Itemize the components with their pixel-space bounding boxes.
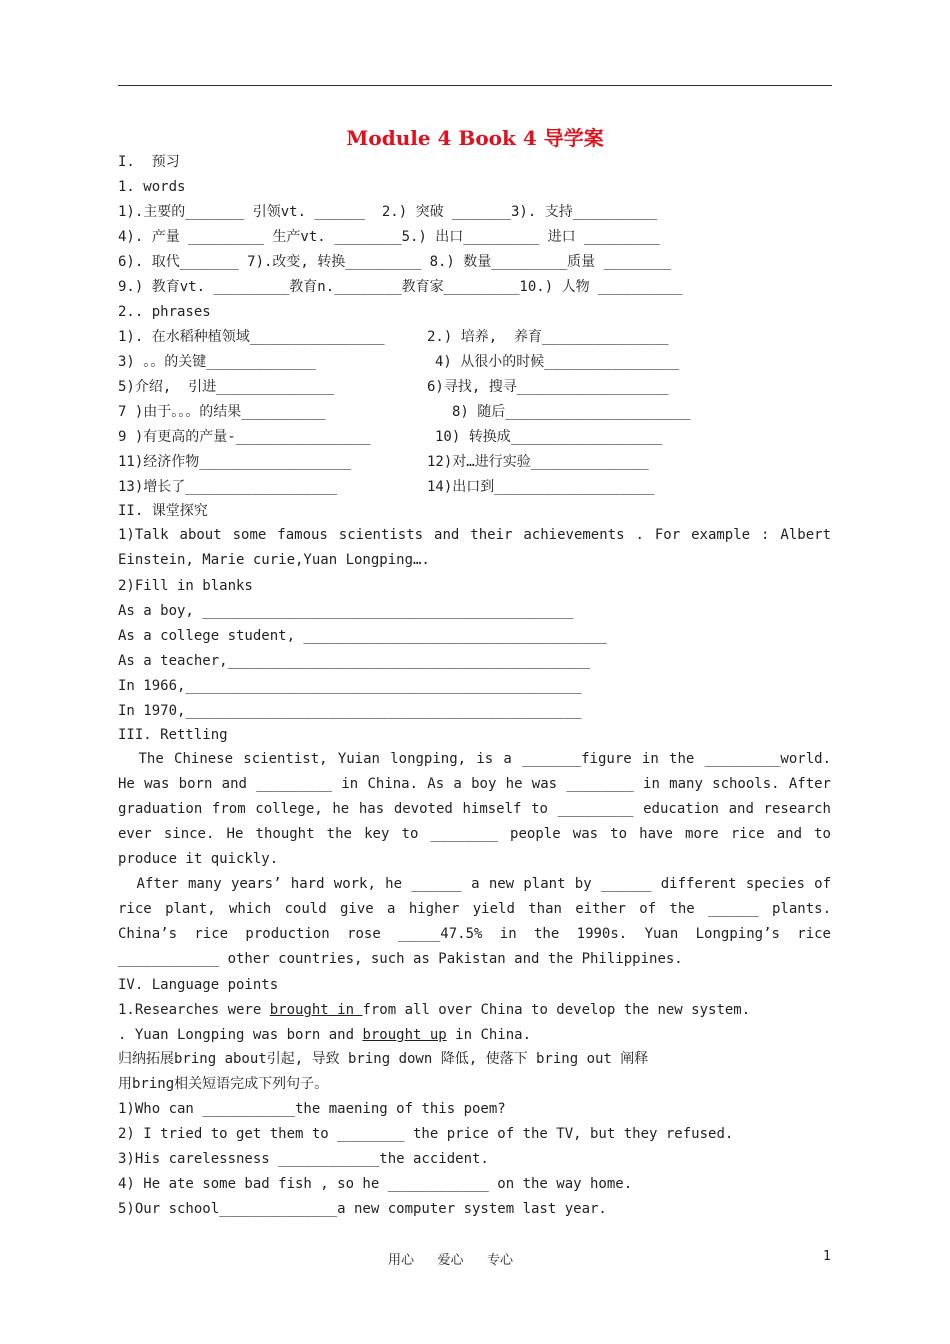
- header-rule: [118, 85, 832, 86]
- point-text: from all over China to develop the new system.: [362, 1002, 751, 1018]
- footer-motto: 用心 爱心 专心: [388, 1253, 513, 1268]
- section-2-heading: II. 课堂探究: [118, 503, 208, 519]
- words-line: 9.) 教育vt. _________教育n.________教育家_________10.) 人物 __________: [118, 279, 683, 295]
- phrase-item: 14)出口到___________________: [427, 479, 655, 495]
- section-3-heading: III. Rettling: [118, 727, 228, 743]
- point-text: 1.Researches were: [118, 1002, 270, 1018]
- point-text: . Yuan Longping was born and: [118, 1027, 363, 1043]
- words-line: 1).主要的_______ 引领vt. ______ 2.) 突破 _______3). 支持__________: [118, 204, 658, 220]
- fill-line: As a college student, ____________________________________: [118, 628, 607, 644]
- underlined-phrase: brought in: [269, 1002, 363, 1018]
- words-heading: 1. words: [118, 179, 186, 195]
- language-point-1: [118, 1001, 750, 1019]
- exercise-line: 2) I tried to get them to ________ the price of the TV, but they refused.: [118, 1126, 734, 1142]
- summary-line: 归纳拓展bring about引起, 导致 bring down 降低, 使落下 bring out 阐释: [118, 1051, 649, 1067]
- exercise-line: 3)His carelessness ____________the accident.: [118, 1151, 489, 1167]
- page-number: 1: [823, 1249, 831, 1264]
- phrase-item: 8) 随后______________________: [452, 404, 691, 420]
- underlined-phrase: brought up: [362, 1027, 447, 1043]
- retelling-paragraph: After many years’ hard work, he ______ a new plant by ______ different species of rice plant, which could give a higher yield than either of the ______ plants. China’s rice production rose _____47.5% in the 1990s. Yuan Longping’s rice ____________ other countries, such as Pakistan and the Philippines.: [118, 876, 840, 967]
- section-4-heading: IV. Language points: [118, 977, 279, 993]
- exercise-line: 4) He ate some bad fish , so he ____________ on the way home.: [118, 1176, 633, 1192]
- instruction-line: 用bring相关短语完成下列句子。: [118, 1076, 329, 1092]
- phrase-item: 2.) 培养, 养育_______________: [427, 329, 669, 345]
- page-title: Module 4 Book 4 导学案: [346, 126, 604, 150]
- phrase-item: 11)经济作物__________________: [118, 454, 352, 470]
- fill-line: As a boy, ____________________________________________: [118, 603, 574, 619]
- words-line: 4). 产量 _________ 生产vt. ________5.) 出口_________ 进口 _________: [118, 229, 660, 245]
- fill-line: In 1966,_______________________________________________: [118, 678, 582, 694]
- phrase-item: 7 )由于。。。的结果__________: [118, 404, 326, 420]
- phrases-heading: 2.. phrases: [118, 304, 211, 320]
- fill-heading: 2)Fill in blanks: [118, 578, 253, 594]
- exercise-line: 5)Our school______________a new computer system last year.: [118, 1201, 607, 1217]
- phrase-item: 12)对…进行实验______________: [427, 454, 649, 470]
- phrase-item: 1). 在水稻种植领域________________: [118, 329, 385, 345]
- language-point-2: [118, 1026, 531, 1044]
- retelling-paragraph: The Chinese scientist, Yuian longping, is a _______figure in the _________world. He was born and _________ in China. As a boy he was ________ in many schools. After graduation from college, he has devoted himself to _________ education and research ever since. He thought the key to ________ people was to have more rice and to produce it quickly.: [118, 751, 840, 867]
- phrase-item: 6)寻找, 搜寻__________________: [427, 379, 669, 395]
- phrase-item: 13)增长了__________________: [118, 479, 338, 495]
- fill-line: As a teacher,___________________________________________: [118, 653, 591, 669]
- phrase-item: 5)介绍, 引进______________: [118, 379, 335, 395]
- words-line: 6). 取代_______ 7).改变, 转换_________ 8.) 数量_________质量 ________: [118, 254, 672, 270]
- point-text: in China.: [446, 1027, 532, 1043]
- phrase-item: 4) 从很小的时候________________: [435, 354, 680, 370]
- phrase-item: 10) 转换成__________________: [435, 429, 663, 445]
- talk-prompt: 1)Talk about some famous scientists and their achievements . For example : Albert Einstein, Marie curie,Yuan Longping….: [118, 527, 831, 568]
- section-1-heading: I. 预习: [118, 154, 180, 170]
- phrase-item: 9 )有更高的产量-________________: [118, 429, 371, 445]
- fill-line: In 1970,_______________________________________________: [118, 703, 582, 719]
- phrase-item: 3) 。。的关键_____________: [118, 354, 316, 370]
- exercise-line: 1)Who can ___________the maening of this poem?: [118, 1101, 506, 1117]
